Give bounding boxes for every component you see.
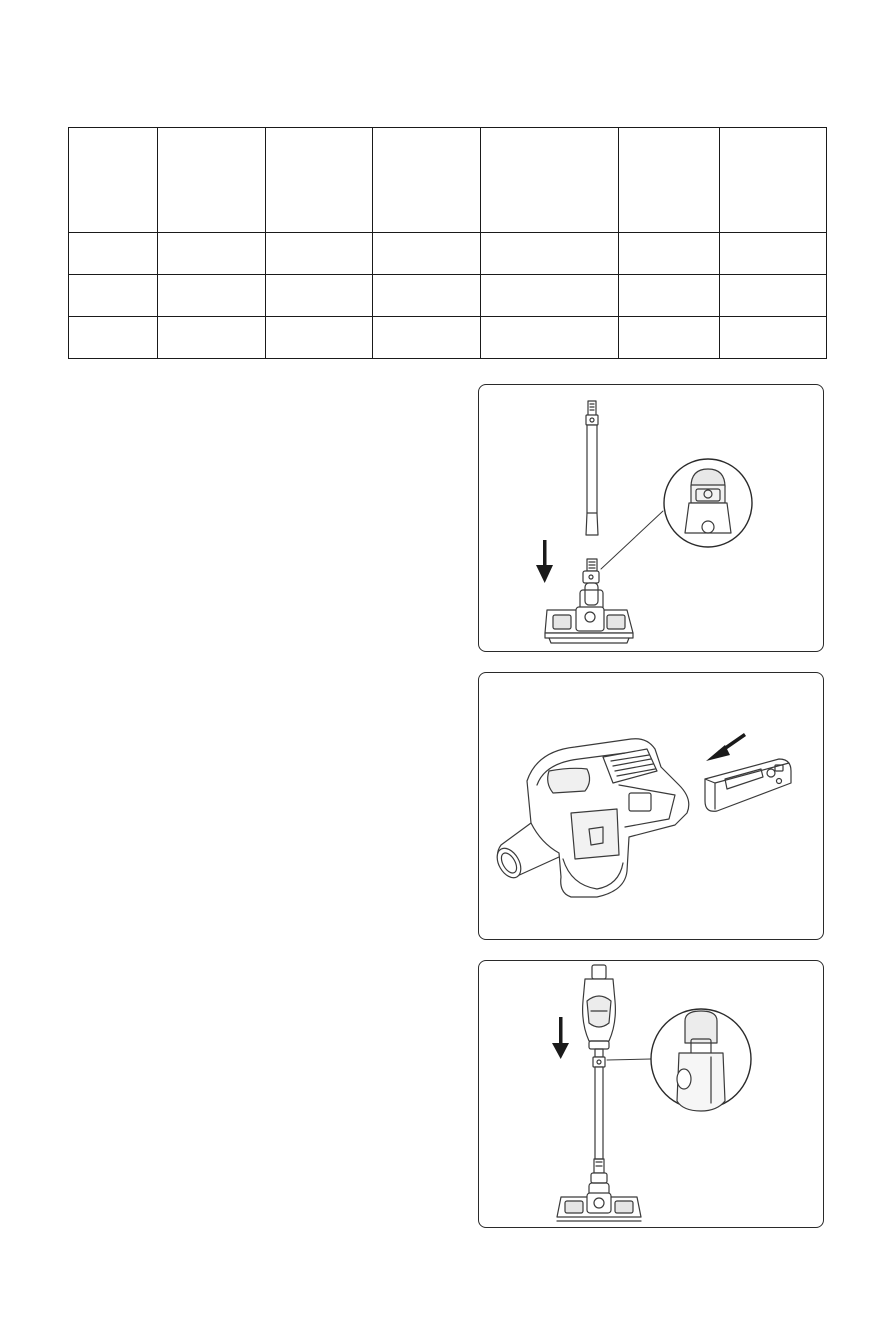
table-cell bbox=[481, 233, 619, 275]
table-cell bbox=[373, 275, 481, 317]
table-cell bbox=[481, 317, 619, 359]
table-cell bbox=[373, 233, 481, 275]
figure-handheld-onto-tube bbox=[478, 960, 824, 1228]
tube-to-brush-illustration bbox=[479, 385, 823, 651]
header-cell bbox=[158, 128, 266, 233]
figure-tube-to-floor-brush bbox=[478, 384, 824, 652]
table-cell bbox=[720, 233, 827, 275]
handheld-vacuum-icon bbox=[492, 739, 688, 897]
figure-battery-into-handheld bbox=[478, 672, 824, 940]
table-cell bbox=[619, 233, 720, 275]
down-arrow-icon bbox=[536, 540, 553, 583]
table-row bbox=[69, 233, 827, 275]
header-cell bbox=[720, 128, 827, 233]
table-cell bbox=[373, 317, 481, 359]
spec-table bbox=[68, 127, 827, 359]
assembly-illustration bbox=[479, 961, 823, 1227]
battery-insertion-illustration bbox=[479, 673, 823, 939]
handheld-connector-detail-magnifier bbox=[651, 1009, 751, 1111]
table-cell bbox=[266, 275, 373, 317]
table-header-row bbox=[69, 128, 827, 233]
header-cell bbox=[619, 128, 720, 233]
header-cell bbox=[266, 128, 373, 233]
table-cell bbox=[69, 275, 158, 317]
floor-brush-icon bbox=[557, 1193, 641, 1221]
table-cell bbox=[158, 317, 266, 359]
brush-neck-icon bbox=[580, 559, 603, 610]
handheld-top-view-icon bbox=[583, 965, 616, 1049]
table-cell bbox=[266, 317, 373, 359]
connector-detail-magnifier bbox=[664, 459, 752, 547]
table-cell bbox=[158, 233, 266, 275]
table-cell bbox=[266, 233, 373, 275]
table-row bbox=[69, 317, 827, 359]
table-cell bbox=[720, 317, 827, 359]
table-row bbox=[69, 275, 827, 317]
table-cell bbox=[481, 275, 619, 317]
table-cell bbox=[720, 275, 827, 317]
header-cell bbox=[69, 128, 158, 233]
down-arrow-icon bbox=[552, 1017, 569, 1059]
battery-pack-icon bbox=[705, 759, 791, 811]
extension-tube-icon bbox=[595, 1067, 603, 1159]
diagonal-arrow-icon bbox=[706, 733, 746, 761]
table-cell bbox=[619, 317, 720, 359]
header-cell bbox=[373, 128, 481, 233]
table-cell bbox=[619, 275, 720, 317]
extension-tube-icon bbox=[586, 401, 598, 535]
floor-brush-icon bbox=[545, 607, 633, 643]
table-cell bbox=[158, 275, 266, 317]
table-cell bbox=[69, 317, 158, 359]
header-cell bbox=[481, 128, 619, 233]
tube-connector-icon bbox=[593, 1049, 605, 1067]
table-cell bbox=[69, 233, 158, 275]
